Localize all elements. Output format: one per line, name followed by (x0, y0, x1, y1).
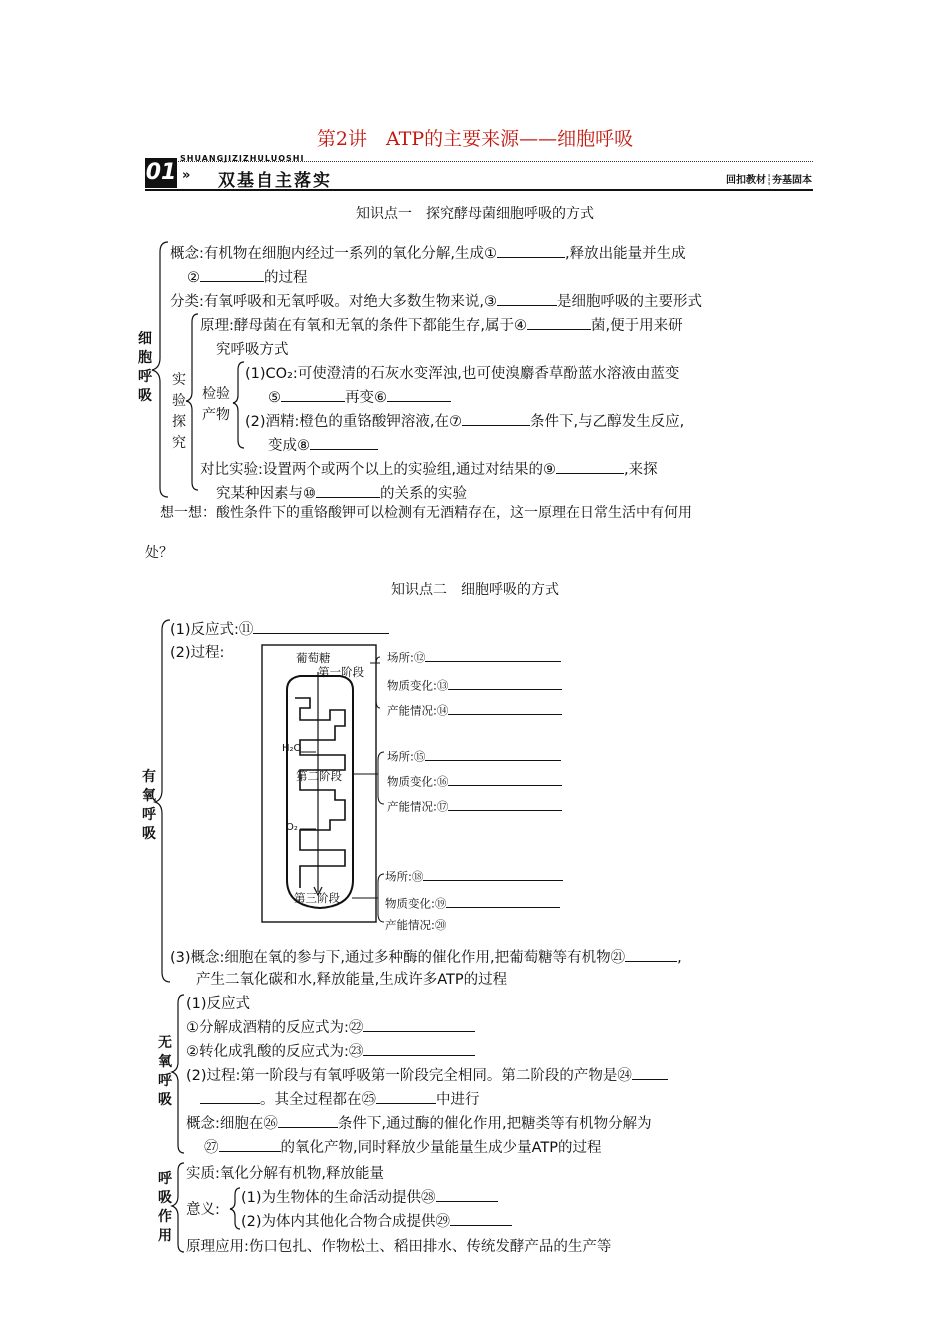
anaerobic-label: 无氧呼吸 (158, 1035, 172, 1108)
aerobic-equation: (1)反应式:⑪ (170, 618, 389, 639)
exp-label: 实验探究 (172, 372, 186, 451)
section-number: 01 (145, 158, 177, 188)
kp1-line-5: 究呼吸方式 (216, 342, 289, 358)
kp2-heading: 知识点二 细胞呼吸的方式 (391, 582, 559, 598)
kp1-line-3: 分类:有氧呼吸和无氧呼吸。对绝大多数生物来说,③ 是细胞呼吸的主要形式 (170, 290, 702, 311)
role-essence: 实质:氧化分解有机物,释放能量 (186, 1166, 384, 1182)
h2o-label: H₂O (282, 743, 302, 754)
section-pinyin: SHUANGJIZIZHULUOSHI (180, 154, 305, 163)
stage1-energy: 产能情况:⑭ (387, 702, 562, 719)
think-line-2: 处？ (145, 545, 173, 561)
stage1-change: 物质变化:⑬ (387, 677, 562, 694)
section-tag: 回扣教材┆夯基固本 (725, 175, 812, 186)
page-title: 第2讲 ATP的主要来源——细胞呼吸 (316, 128, 634, 150)
think-line-1: 想一想：酸性条件下的重铬酸钾可以检测有无酒精存在，这一原理在日常生活中有何用 (160, 505, 692, 521)
lactic-equation: ②转化成乳酸的反应式为:㉓ (186, 1040, 475, 1061)
kp1-line-4: 原理:酵母菌在有氧和无氧的条件下都能生存,属于④ 菌,便于用来研 (200, 314, 683, 335)
section-title: 双基自主落实 (218, 171, 332, 191)
aerobic-concept-1: (3)概念:细胞在氧的参与下,通过多种酶的催化作用,把葡萄糖等有机物㉑ , (170, 946, 682, 967)
anaerobic-concept-1: 概念:细胞在㉖ 条件下,通过酶的催化作用,把糖类等有机物分解为 (186, 1112, 652, 1133)
role-label: 呼吸作用 (158, 1171, 172, 1244)
kp1-line-6: (1)CO₂:可使澄清的石灰水变浑浊,也可使溴麝香草酚蓝水溶液由蓝变 (245, 366, 680, 382)
stage3-label: 第三阶段 (294, 891, 340, 905)
kp1-line-1: 概念:有机物在细胞内经过一系列的氧化分解,生成① ,释放出能量并生成 (170, 242, 686, 263)
kp1-line-2: ② 的过程 (187, 266, 308, 287)
stage3-place: 场所:⑱ (385, 868, 563, 885)
kp1-line-9: 变成⑧ (268, 434, 378, 455)
o2-label: O₂ (286, 822, 298, 833)
stage2-energy: 产能情况:⑰ (387, 798, 562, 815)
mito-cristae (295, 698, 345, 888)
kp1-side-label: 细胞呼吸 (138, 331, 152, 404)
role-meaning-2: (2)为体内其他化合物合成提供㉙ (241, 1210, 512, 1231)
detect-label: 检验产物 (202, 386, 230, 423)
kp1-heading: 知识点一 探究酵母菌细胞呼吸的方式 (356, 206, 594, 222)
kp1-line-11: 究某种因素与⑩ 的关系的实验 (216, 482, 467, 503)
anaerobic-eq-head: (1)反应式 (186, 996, 251, 1012)
aerobic-label: 有氧呼吸 (142, 769, 156, 842)
role-meaning-1: (1)为生物体的生命活动提供㉘ (241, 1186, 498, 1207)
aerobic-process: (2)过程: (170, 645, 225, 661)
stage2-place: 场所:⑮ (387, 748, 561, 765)
alcohol-equation: ①分解成酒精的反应式为:㉒ (186, 1016, 475, 1037)
stage1-label: 第一阶段 (318, 665, 364, 679)
stage2-label: 第二阶段 (296, 769, 342, 783)
anaerobic-concept-2: ㉗ 的氧化产物,同时释放少量能量生成少量ATP的过程 (204, 1136, 602, 1157)
anaerobic-process-1: (2)过程:第一阶段与有氧呼吸第一阶段完全相同。第二阶段的产物是㉔ (186, 1064, 668, 1085)
chevron-icon: » (182, 168, 191, 183)
stage1-place: 场所:⑫ (387, 649, 561, 666)
kp1-line-7: ⑤ 再变⑥ (268, 386, 451, 407)
kp1-line-8: (2)酒精:橙色的重铬酸钾溶液,在⑦ 条件下,与乙醇发生反应, (245, 410, 684, 431)
role-meaning-label: 意义: (186, 1202, 220, 1218)
stage3-change: 物质变化:⑲ (385, 895, 560, 912)
stage2-change: 物质变化:⑯ (387, 773, 562, 790)
stage3-energy: 产能情况:⑳ (385, 918, 447, 932)
anaerobic-process-2: 。其全过程都在㉕ 中进行 (200, 1088, 480, 1109)
glucose-label: 葡萄糖 (296, 651, 331, 665)
kp1-line-10: 对比实验:设置两个或两个以上的实验组,通过对结果的⑨ ,来探 (200, 458, 658, 479)
aerobic-concept-2: 产生二氧化碳和水,释放能量,生成许多ATP的过程 (196, 972, 508, 988)
role-application: 原理应用:伤口包扎、作物松土、稻田排水、传统发酵产品的生产等 (186, 1239, 612, 1255)
